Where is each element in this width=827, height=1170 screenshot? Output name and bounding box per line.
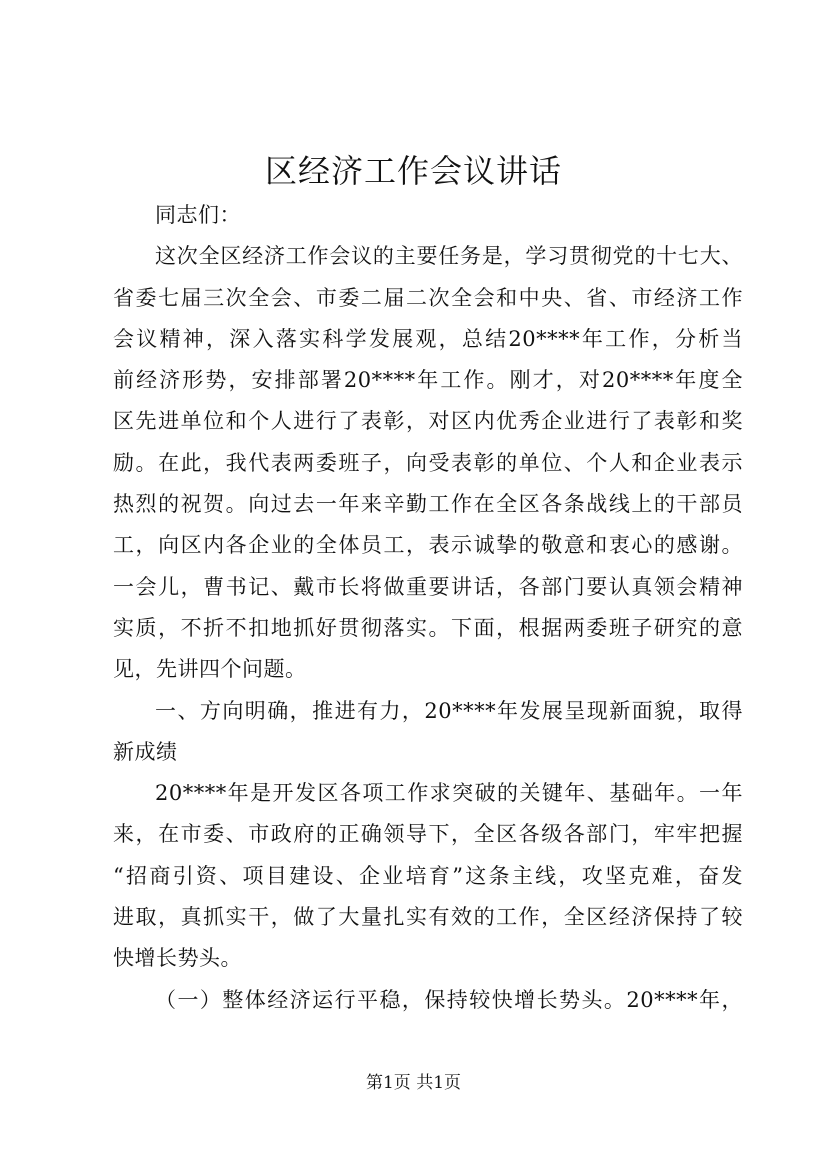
text-line: 励。在此，我代表两委班子，向受表彰的单位、个人和企业表示 xyxy=(113,450,743,475)
text-line: 来，在市委、市政府的正确领导下，全区各级各部门，牢牢把握 xyxy=(113,822,743,847)
text-line: 见，先讲四个问题。 xyxy=(113,657,307,682)
text-line: 热烈的祝贺。向过去一年来辛勤工作在全区各条战线上的干部员 xyxy=(113,492,743,517)
text-line: 20****年是开发区各项工作求突破的关键年、基础年。一年 xyxy=(155,781,743,806)
text-line: 这次全区经济工作会议的主要任务是，学习贯彻党的十七大、 xyxy=(155,244,743,269)
text-line: （一）整体经济运行平稳，保持较快增长势头。20****年， xyxy=(155,987,743,1012)
text-line: 一会儿，曹书记、戴市长将做重要讲话，各部门要认真领会精神 xyxy=(113,574,743,599)
text-line: 新成绩 xyxy=(113,739,178,764)
text-line: 快增长势头。 xyxy=(113,946,242,971)
document-title: 区经济工作会议讲话 xyxy=(264,152,562,190)
document-body xyxy=(113,195,743,1021)
text-line: 前经济形势，安排部署20****年工作。刚才，对20****年度全 xyxy=(113,368,743,393)
text-line: “招商引资、项目建设、企业培育”这条主线，攻坚克难，奋发 xyxy=(113,863,743,888)
text-line: 工，向区内各企业的全体员工，表示诚挚的敬意和衷心的感谢。 xyxy=(113,533,743,558)
text-line: 一、方向明确，推进有力，20****年发展呈现新面貌，取得 xyxy=(155,698,743,723)
text-line: 省委七届三次全会、市委二届二次全会和中央、省、市经济工作 xyxy=(113,285,743,310)
page-footer: 第1页 共1页 xyxy=(365,1073,462,1093)
text-line: 同志们： xyxy=(155,203,241,227)
text-line: 区先进单位和个人进行了表彰，对区内优秀企业进行了表彰和奖 xyxy=(113,409,743,434)
text-line: 进取，真抓实干，做了大量扎实有效的工作，全区经济保持了较 xyxy=(113,905,743,930)
text-line: 会议精神，深入落实科学发展观，总结20****年工作，分析当 xyxy=(113,326,743,351)
text-line: 实质，不折不扣地抓好贯彻落实。下面，根据两委班子研究的意 xyxy=(113,615,743,640)
